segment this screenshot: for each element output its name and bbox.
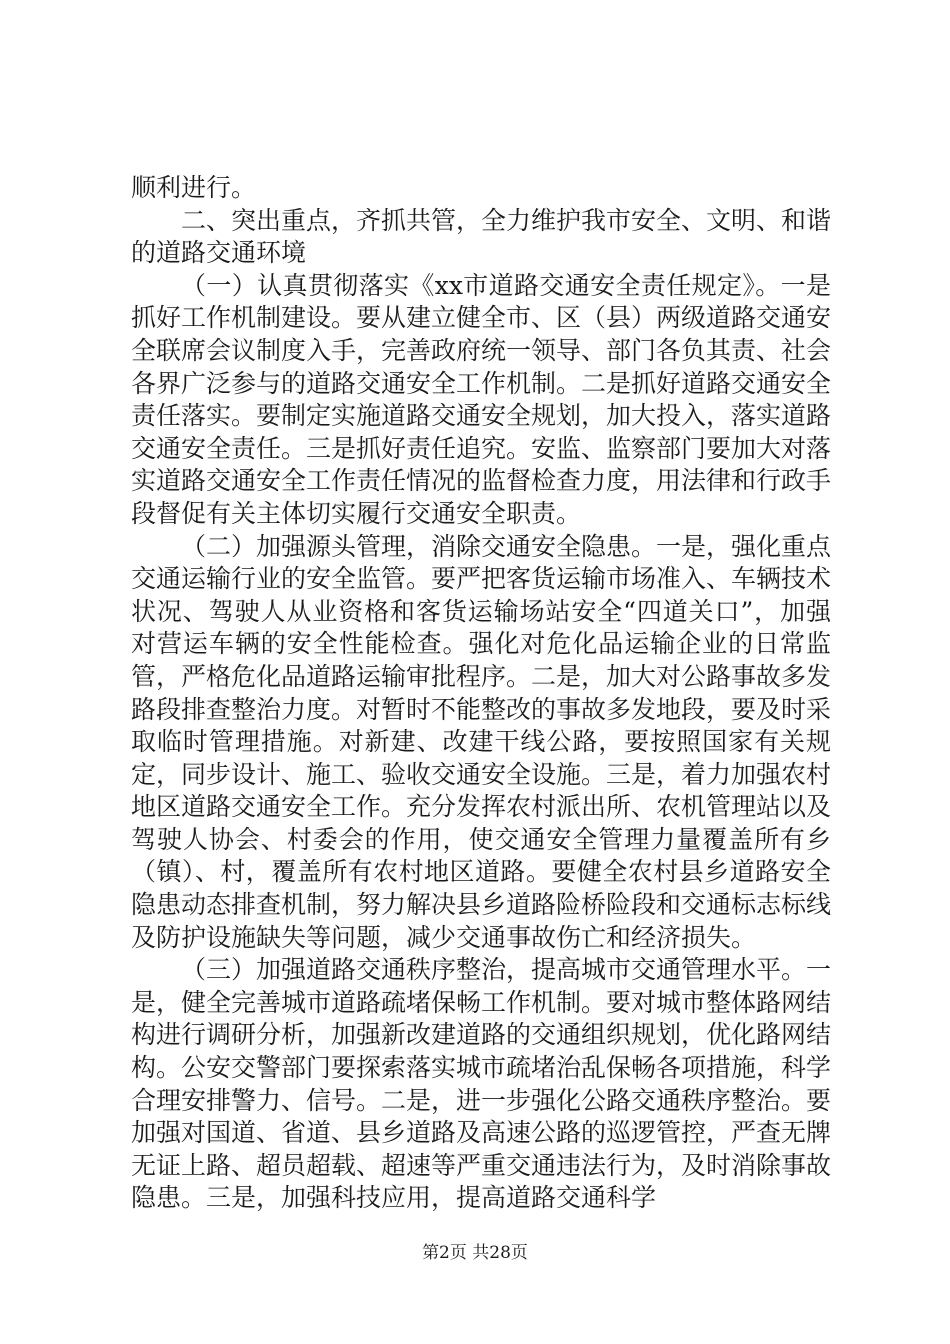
section-heading: 二、突出重点，齐抓共管，全力维护我市安全、文明、和谐的道路交通环境 xyxy=(131,205,832,268)
page-number-footer: 第2页 共28页 xyxy=(422,1243,528,1263)
paragraph-item-1: （一）认真贯彻落实《xx市道路交通安全责任规定》。一是抓好工作机制建设。要从建立健全市、区（县）两级道路交通安全联席会议制度入手，完善政府统一领导、部门各负其责、社会各界广泛参与的道路交通安全工作机制。二是抓好道路交通安全责任落实。要制定实施道路交通安全规划，加大投入，落实道路交通安全责任。三是抓好责任追究。安监、监察部门要加大对落实道路交通安全工作责任情况的监督检查力度，用法律和行政手段督促有关主体切实履行交通安全职责。 xyxy=(131,270,832,528)
paragraph-item-2: （二）加强源头管理，消除交通安全隐患。一是，强化重点交通运输行业的安全监管。要严把客货运输市场准入、车辆技术状况、驾驶人从业资格和客货运输场站安全“四道关口”，加强对营运车辆的安全性能检查。强化对危化品运输企业的日常监管，严格危化品道路运输审批程序。二是，加大对公路事故多发路段排查整治力度。对暂时不能整改的事故多发地段，要及时采取临时管理措施。对新建、改建干线公路，要按照国家有关规定，同步设计、施工、验收交通安全设施。三是，着力加强农村地区道路交通安全工作。充分发挥农村派出所、农机管理站以及驾驶人协会、村委会的作用，使交通安全管理力量覆盖所有乡（镇）、村，覆盖所有农村地区道路。要健全农村县乡道路安全隐患动态排查机制，努力解决县乡道路险桥险段和交通标志标线及防护设施缺失等问题，减少交通事故伤亡和经济损失。 xyxy=(131,531,832,952)
document-body xyxy=(131,172,831,1215)
paragraph-item-3: （三）加强道路交通秩序整治，提高城市交通管理水平。一是，健全完善城市道路疏堵保畅工作机制。要对城市整体路网结构进行调研分析，加强新改建道路的交通组织规划，优化路网结构。公安交警部门要探索落实城市疏堵治乱保畅各项措施，科学合理安排警力、信号。二是，进一步强化公路交通秩序整治。要加强对国道、省道、县乡道路及高速公路的巡逻管控，严查无牌无证上路、超员超载、超速等严重交通违法行为，及时消除事故隐患。三是，加强科技应用，提高道路交通科学 xyxy=(131,955,832,1213)
paragraph-continuation: 顺利进行。 xyxy=(131,173,257,202)
